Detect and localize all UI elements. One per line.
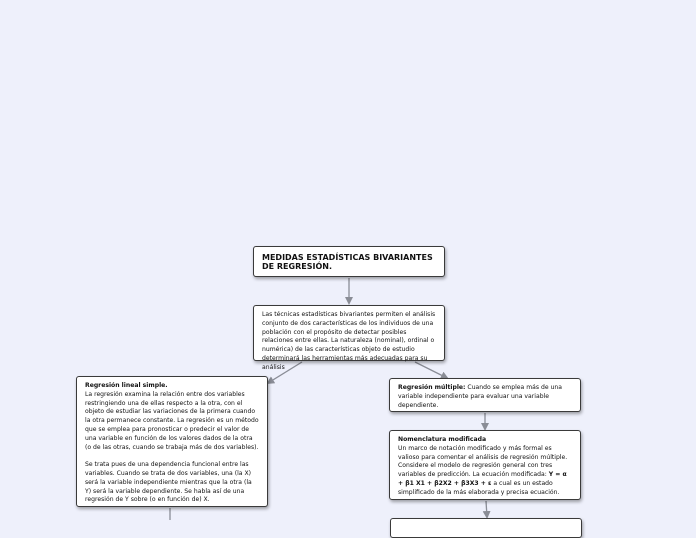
nomenclature-equation: Y = α + β1 X1 + β2X2 + β3X3 + ε	[398, 471, 567, 487]
nomenclature-node[interactable]	[389, 430, 581, 500]
multiple-regression-text: Cuando se emplea más de una variable independiente para evaluar una variable dependiente.	[398, 384, 563, 409]
simple-regression-heading: Regresión lineal simple.	[85, 382, 168, 389]
nomenclature-text: Un marco de notación modificado y más formal es valioso para comentar el análisis de regresión múltiple. Considere el modelo de regresión general con tres variables de predicción. La ecuación modificada:	[398, 444, 568, 479]
nomenclature-after-text: a cual es un estado simplificado de la más elaborada y precisa ecuación.	[398, 479, 560, 496]
next-node-partial[interactable]	[390, 518, 582, 538]
connector-intro-to-multiple	[415, 362, 447, 378]
multiple-regression-node[interactable]	[389, 378, 581, 412]
simple-regression-paragraph-2: Se trata pues de una dependencia funcional entre las variables. Cuando se trata de dos variables, una (la X) será la variable independiente mientras que la otra (la Y) será la variable dependiente. Se habla así de una regresión de Y sobre (o en función de) X.	[85, 461, 252, 504]
nomenclature-heading: Nomenclatura modificada	[398, 436, 487, 443]
multiple-regression-heading: Regresión múltiple:	[398, 384, 466, 391]
connector-nomenclature-to-next	[486, 501, 487, 517]
paragraph-gap	[85, 452, 259, 461]
simple-regression-node[interactable]	[76, 376, 268, 507]
intro-text: Las técnicas estadísticas bivariantes permiten el análisis conjunto de dos características de los individuos de una población con el propósito de detectar posibles relaciones entre ellas. La naturaleza (nominal), ordinal o numérica) de las características objeto de estudio determinará las herramientas más adecuadas para su análisis	[262, 311, 436, 371]
intro-node[interactable]	[253, 305, 445, 371]
title-node[interactable]	[253, 246, 445, 277]
simple-regression-paragraph-1: La regresión examina la relación entre dos variables restringiendo una de ellas respecto a la otra, con el objeto de estudiar las variaciones de la primera cuando la otra permanece constante. La regresión es un método que se emplea para pronosticar o predecir el valor de una variable en función de los valores dados de la otra (o de las otras, cuando se trabaja más de dos variables).	[85, 390, 259, 451]
title-text: MEDIDAS ESTADÍSTICAS BIVARIANTES DE REGRESIÓN.	[262, 253, 433, 271]
